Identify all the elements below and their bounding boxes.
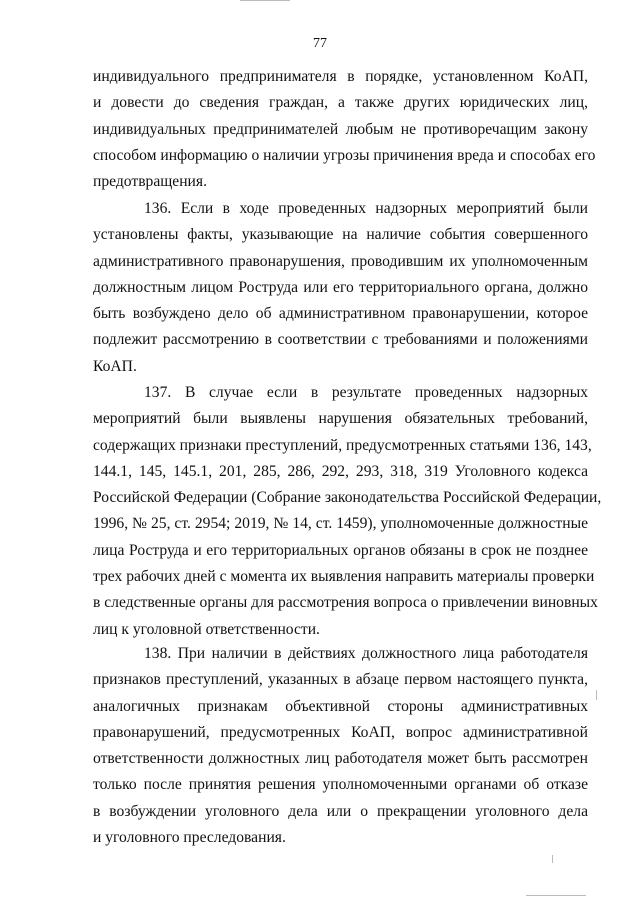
paragraph-138: [93, 641, 588, 851]
text-line: индивидуального предпринимателя в порядке, установленном КоАП,: [93, 68, 588, 85]
text-line: только после принятия решения уполномоченными органами об отказе: [93, 776, 588, 794]
text-line: ответственности должностных лиц работодателя может быть рассмотрен: [93, 750, 588, 768]
text-line: 137. В случае если в результате проведенных надзорных: [144, 384, 588, 401]
scan-artifact: [240, 0, 290, 1]
text-line: 136. Если в ходе проведенных надзорных мероприятий были: [144, 200, 588, 217]
text-line: способом информацию о наличии угрозы причинения вреда и способах его: [93, 146, 596, 164]
page-number: 77: [313, 36, 327, 51]
text-line: КоАП.: [93, 357, 137, 375]
text-line: признаков преступлений, указанных в абзаце первом настоящего пункта,: [93, 671, 588, 689]
paragraph-137: [93, 380, 602, 643]
text-line: правонарушений, предусмотренных КоАП, вопрос административной: [93, 723, 588, 741]
text-line: должностным лицом Роструда или его территориального органа, должно: [93, 278, 588, 296]
scan-artifact: [552, 855, 553, 863]
text-line: индивидуальных предпринимателей любым не противоречащим закону: [93, 120, 588, 138]
text-line: подлежит рассмотрению в соответствии с требованиями и положениями: [93, 331, 588, 349]
text-line: и уголовного преследования.: [93, 829, 286, 847]
text-line: лиц к уголовной ответственности.: [93, 620, 320, 638]
text-line: в возбуждении уголовного дела или о прекращении уголовного дела: [93, 802, 588, 820]
text-line: предотвращения.: [93, 173, 207, 191]
text-line: содержащих признаки преступлений, предусмотренных статьями 136, 143,: [93, 436, 592, 454]
text-line: в следственные органы для рассмотрения вопроса о привлечении виновных: [93, 594, 598, 612]
text-line: и довести до сведения граждан, а также других юридических лиц,: [93, 94, 588, 112]
text-line: быть возбуждено дело об административном правонарушении, которое: [93, 305, 588, 323]
text-line: Российской Федерации (Собрание законодательства Российской Федерации,: [93, 489, 602, 507]
paragraph-136: [93, 196, 588, 380]
text-line: установлены факты, указывающие на наличие события совершенного: [93, 226, 588, 244]
scan-artifact: [526, 895, 586, 896]
text-line: 138. При наличии в действиях должностного лица работодателя: [144, 645, 588, 662]
text-line: лица Роструда и его территориальных органов обязаны в срок не позднее: [93, 541, 588, 559]
paragraph-continuation: [93, 64, 596, 195]
text-line: мероприятий были выявлены нарушения обязательных требований,: [93, 410, 588, 428]
text-line: аналогичных признакам объективной стороны административных: [93, 697, 588, 715]
text-line: административного правонарушения, проводившим их уполномоченным: [93, 252, 588, 270]
scan-artifact: [596, 690, 597, 700]
text-line: 144.1, 145, 145.1, 201, 285, 286, 292, 293, 318, 319 Уголовного кодекса: [93, 462, 588, 480]
text-line: 1996, № 25, ст. 2954; 2019, № 14, ст. 1459), уполномоченные должностные: [93, 515, 588, 533]
text-line: трех рабочих дней с момента их выявления направить материалы проверки: [93, 568, 595, 586]
